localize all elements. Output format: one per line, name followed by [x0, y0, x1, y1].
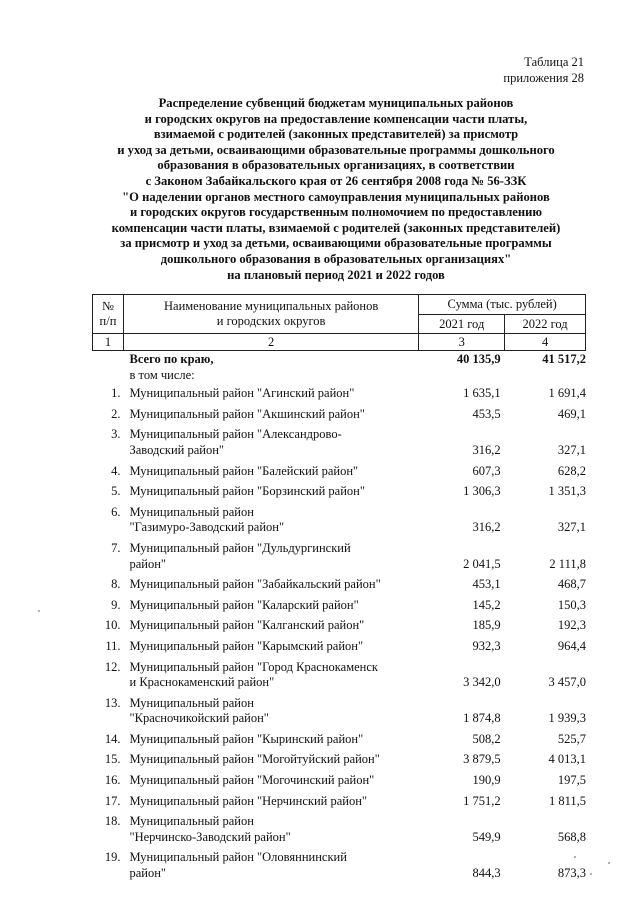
- appendix-number: приложения 28: [503, 71, 584, 85]
- value-2022: 3 457,0: [548, 675, 586, 690]
- district-name-line: Муниципальный район "Каларский район": [129, 597, 359, 612]
- header-name: Наименование муниципальных районов и городских округов: [123, 295, 418, 334]
- table-row: [92, 481, 586, 502]
- row-number: 3.: [111, 427, 121, 442]
- value-2022: 192,3: [557, 618, 586, 633]
- value-2021: 3 879,5: [463, 752, 501, 767]
- table-row: [92, 538, 586, 574]
- district-name-line: Муниципальный район "Борзинский район": [129, 484, 365, 499]
- value-2021: 607,3: [472, 463, 501, 478]
- value-2022: 4 013,1: [548, 752, 586, 767]
- table-row: [92, 791, 586, 812]
- table-number: Таблица 21: [524, 55, 584, 69]
- district-name-line: Муниципальный район "Оловяннинский: [129, 850, 347, 865]
- district-name-line: Муниципальный район "Нерчинский район": [129, 793, 367, 808]
- table-row: [92, 657, 586, 693]
- district-name-line: Муниципальный район "Калганский район": [129, 618, 365, 633]
- header-num: № п/п: [93, 295, 124, 334]
- district-name: [124, 791, 419, 812]
- value-2022: 2 111,8: [549, 556, 586, 571]
- value-2022: 197,5: [557, 773, 586, 788]
- row-number: 8.: [111, 577, 121, 592]
- table-row: [92, 502, 586, 538]
- district-name: [124, 574, 419, 595]
- document-title: [78, 96, 594, 283]
- value-2021: 2 041,5: [463, 556, 501, 571]
- title-line: "О наделении органов местного самоуправления муниципальных районов: [122, 189, 550, 204]
- value-2022: 1 939,3: [548, 711, 586, 726]
- table-row: [92, 383, 586, 404]
- row-number: 16.: [104, 773, 121, 788]
- table-row: [92, 574, 586, 595]
- district-name-line: Муниципальный район "Агинский район": [129, 386, 355, 401]
- table-row: [92, 595, 586, 616]
- district-name-line: Муниципальный район "Акшинский район": [129, 406, 365, 421]
- value-2021: 190,9: [472, 773, 501, 788]
- title-line: взимаемой с родителей (законных представителей) за присмотр: [153, 127, 519, 142]
- district-name-line: Муниципальный район "Дульдургинский: [129, 540, 351, 555]
- value-2022: 327,1: [557, 442, 586, 457]
- value-2022: 964,4: [557, 638, 586, 653]
- scan-speck: [608, 862, 610, 864]
- row-number: 13.: [104, 695, 121, 710]
- table-row: [92, 729, 586, 750]
- district-name: [124, 657, 419, 693]
- district-name-line: район": [129, 556, 167, 571]
- district-name-line: Муниципальный район "Могочинский район": [129, 773, 375, 788]
- district-name: [124, 481, 419, 502]
- district-name-line: Муниципальный район: [129, 504, 254, 519]
- district-name: [124, 538, 419, 574]
- header-col-1: 1: [93, 334, 124, 351]
- row-number: 2.: [111, 406, 121, 421]
- district-name-line: Заводский район": [129, 442, 225, 457]
- header-year-2022: 2022 год: [505, 315, 586, 334]
- district-name-line: и Краснокаменский район": [129, 675, 275, 690]
- district-name-line: Муниципальный район "Кыринский район": [129, 731, 364, 746]
- district-name: [124, 595, 419, 616]
- scan-speck: [574, 856, 576, 858]
- value-2022: 1 691,4: [548, 386, 586, 401]
- value-2021: 844,3: [472, 866, 501, 881]
- scan-speck: [38, 610, 40, 612]
- header-year-2021: 2021 год: [419, 315, 505, 334]
- value-2021: 453,5: [472, 406, 501, 421]
- value-2021: 316,2: [472, 520, 501, 535]
- data-table: [92, 352, 586, 884]
- row-number: 11.: [105, 638, 121, 653]
- title-line: и уход за детьми, осваивающими образовательные программы дошкольного: [117, 142, 555, 157]
- table-row: [92, 749, 586, 770]
- district-name: [124, 693, 419, 729]
- value-2021: 1 635,1: [463, 386, 501, 401]
- row-number: 18.: [104, 814, 121, 829]
- row-number: 7.: [111, 540, 121, 555]
- total-2021: 40 135,9: [456, 352, 501, 366]
- district-name: [124, 729, 419, 750]
- value-2021: 1 874,8: [463, 711, 501, 726]
- title-line: дошкольного образования в образовательных организациях": [160, 251, 512, 266]
- row-number: 12.: [104, 659, 121, 674]
- value-2021: 1 751,2: [463, 793, 501, 808]
- row-number: 6.: [111, 504, 121, 519]
- district-name: [124, 502, 419, 538]
- row-number: 4.: [111, 463, 121, 478]
- subtotal-note-row: [92, 368, 586, 384]
- value-2021: 1 306,3: [463, 484, 501, 499]
- header-col-2: 2: [123, 334, 418, 351]
- district-name: [124, 615, 419, 636]
- district-name: [124, 461, 419, 482]
- district-name-line: Муниципальный район "Могойтуйский район": [129, 752, 380, 767]
- title-line: и городских округов на предоставление компенсации части платы,: [144, 111, 528, 126]
- value-2022: 327,1: [557, 520, 586, 535]
- value-2021: 508,2: [472, 731, 501, 746]
- row-number: 9.: [111, 597, 121, 612]
- district-name: [124, 636, 419, 657]
- header-col-3: 3: [419, 334, 505, 351]
- row-number: 5.: [111, 484, 121, 499]
- district-name: [124, 404, 419, 425]
- row-number: 14.: [104, 731, 121, 746]
- table-row: [92, 636, 586, 657]
- title-line: с Законом Забайкальского края от 26 сентября 2008 года № 56-ЗЗК: [145, 173, 527, 188]
- title-line: образования в образовательных организациях, в соответствии: [157, 158, 515, 173]
- value-2021: 185,9: [472, 618, 501, 633]
- district-name-line: Муниципальный район "Забайкальский район": [129, 577, 381, 592]
- value-2022: 1 351,3: [548, 484, 586, 499]
- title-line: и городских округов государственным полномочием по предоставлению: [129, 205, 543, 220]
- table-row: [92, 461, 586, 482]
- row-number: 15.: [104, 752, 121, 767]
- value-2022: 1 811,5: [548, 793, 586, 808]
- district-name-line: Муниципальный район "Город Краснокаменск: [129, 659, 378, 674]
- table-row: [92, 770, 586, 791]
- table-row: [92, 847, 586, 883]
- row-number: 10.: [104, 618, 121, 633]
- title-line: Распределение субвенций бюджетам муниципальных районов: [158, 96, 514, 110]
- table-row: [92, 615, 586, 636]
- district-name-line: Муниципальный район: [129, 695, 254, 710]
- total-label: Всего по краю,: [129, 352, 214, 366]
- row-number: 17.: [104, 793, 121, 808]
- including-label: в том числе:: [129, 367, 195, 382]
- value-2022: 525,7: [557, 731, 586, 746]
- district-name-line: "Красночикойский район": [129, 711, 269, 726]
- district-name: [124, 383, 419, 404]
- value-2021: 549,9: [472, 829, 501, 844]
- total-row: [92, 352, 586, 368]
- district-name: [124, 424, 419, 460]
- district-name: [124, 749, 419, 770]
- table-row: [92, 424, 586, 460]
- value-2022: 150,3: [557, 597, 586, 612]
- district-name-line: "Нерчинско-Заводский район": [129, 829, 291, 844]
- value-2021: 932,3: [472, 638, 501, 653]
- title-line: на плановый период 2021 и 2022 годов: [227, 267, 445, 282]
- value-2022: 873,3: [557, 866, 586, 881]
- table-header: [92, 294, 586, 351]
- total-2022: 41 517,2: [542, 352, 586, 366]
- value-2022: 469,1: [557, 406, 586, 421]
- row-number: 19.: [104, 850, 121, 865]
- value-2021: 3 342,0: [463, 675, 501, 690]
- district-name-line: Муниципальный район "Балейский район": [129, 463, 359, 478]
- title-line: компенсации части платы, взимаемой с родителей (законных представителей): [111, 220, 561, 235]
- district-name: [124, 770, 419, 791]
- header-col-4: 4: [505, 334, 586, 351]
- district-name-line: Муниципальный район: [129, 814, 254, 829]
- value-2022: 628,2: [557, 463, 586, 478]
- district-name-line: Муниципальный район "Карымский район": [129, 638, 364, 653]
- row-number: 1.: [111, 386, 121, 401]
- header-sum: Сумма (тыс. рублей): [419, 295, 586, 315]
- district-name: [124, 811, 419, 847]
- value-2022: 468,7: [557, 577, 586, 592]
- table-reference: [503, 54, 584, 86]
- district-name-line: Муниципальный район "Александрово-: [129, 427, 342, 442]
- table-row: [92, 404, 586, 425]
- table-row: [92, 811, 586, 847]
- value-2021: 316,2: [472, 442, 501, 457]
- value-2022: 568,8: [557, 829, 586, 844]
- district-name-line: "Газимуро-Заводский район": [129, 520, 285, 535]
- scan-speck: [590, 873, 592, 875]
- title-line: за присмотр и уход за детьми, осваивающими образовательные программы: [120, 236, 552, 251]
- table-row: [92, 693, 586, 729]
- district-name-line: район": [129, 866, 167, 881]
- district-name: [124, 847, 419, 883]
- value-2021: 453,1: [472, 577, 501, 592]
- value-2021: 145,2: [472, 597, 501, 612]
